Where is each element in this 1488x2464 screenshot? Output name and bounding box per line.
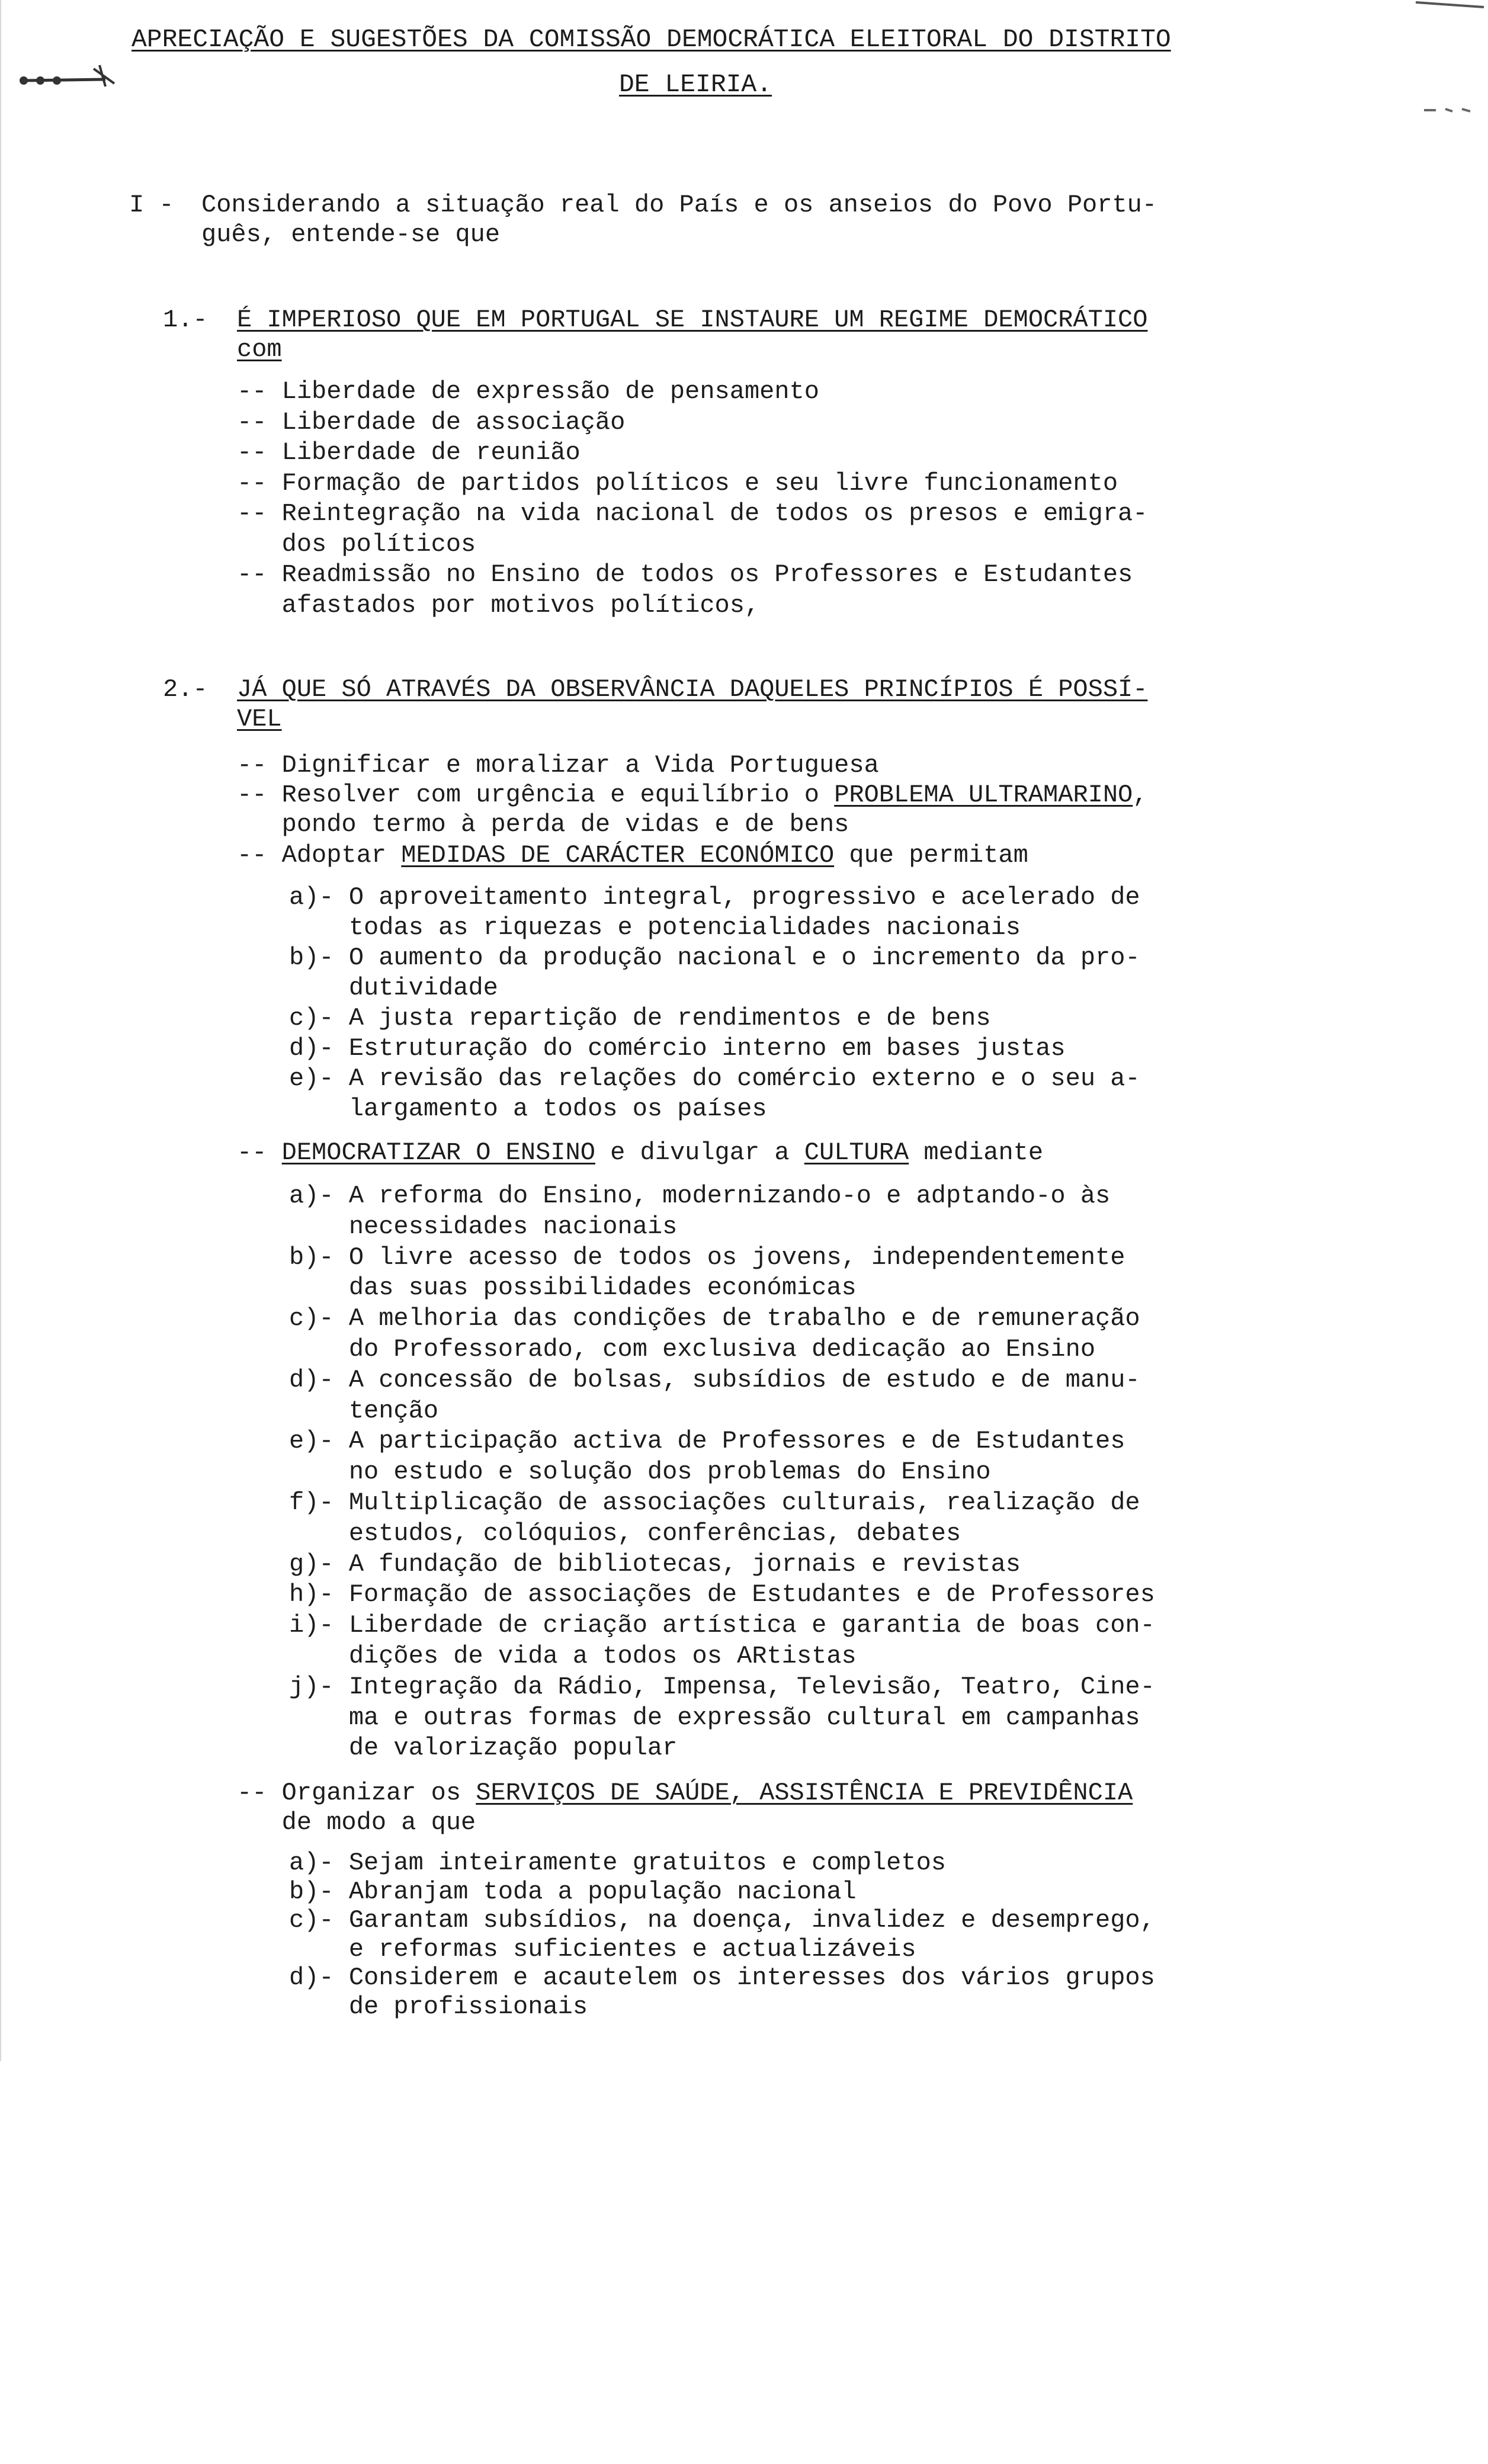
list-line: ma e outras formas de expressão cultural em campanhas (289, 1703, 1140, 1732)
list-line: b)- O livre acesso de todos os jovens, independentemente (289, 1243, 1125, 1272)
saude-line (237, 1779, 1133, 1807)
resolver-post: , (1133, 781, 1148, 809)
list-line: e reformas suficientes e actualizáveis (289, 1934, 916, 1964)
list-line: das suas possibilidades económicas (289, 1273, 857, 1302)
item1-heading-line2: com (237, 335, 282, 364)
list-line: todas as riquezas e potencialidades nacionais (289, 913, 1021, 942)
list-line: -- Liberdade de reunião (237, 438, 581, 467)
list-line: largamento a todos os países (289, 1095, 767, 1123)
list-line: -- Liberdade de expressão de pensamento (237, 377, 819, 406)
item2-number: 2.- (163, 675, 208, 704)
ensino-mid: e divulgar a (595, 1138, 804, 1167)
ensino-pre: -- (237, 1138, 282, 1167)
saude-line2: de modo a que (237, 1808, 476, 1837)
list-line: e)- A revisão das relações do comércio externo e o seu a- (289, 1064, 1140, 1093)
list-line: a)- O aproveitamento integral, progressivo e acelerado de (289, 883, 1140, 912)
list-line: i)- Liberdade de criação artística e garantia de boas con- (289, 1611, 1155, 1640)
list-line: c)- Garantam subsídios, na doença, invalidez e desemprego, (289, 1906, 1155, 1934)
adoptar-underlined: MEDIDAS DE CARÁCTER ECONÓMICO (401, 841, 835, 870)
section-i-numeral: I - (129, 191, 174, 219)
list-line: de valorização popular (289, 1734, 678, 1763)
item1-number: 1.- (163, 306, 208, 334)
resolver-pre: -- Resolver com urgência e equilíbrio o (237, 781, 835, 809)
list-line: b)- Abranjam toda a população nacional (289, 1877, 857, 1906)
resolver-line (237, 781, 1147, 809)
list-line: dições de vida a todos os ARtistas (289, 1642, 857, 1670)
list-line: -- Formação de partidos políticos e seu livre funcionamento (237, 469, 1118, 498)
adoptar-line (237, 841, 1028, 870)
top-right-dots-icon (1422, 101, 1481, 118)
list-line: d)- Considerem e acautelem os interesses dos vários grupos (289, 1964, 1155, 1992)
section-i-text-line1: Considerando a situação real do País e os anseios do Povo Portu- (201, 191, 1157, 219)
item1-heading-line1: É IMPERIOSO QUE EM PORTUGAL SE INSTAURE UM REGIME DEMOCRÁTICO (237, 306, 1148, 334)
resolver-line2: pondo termo à perda de vidas e de bens (237, 810, 849, 839)
list-line: afastados por motivos políticos, (237, 591, 760, 620)
list-line: c)- A justa repartição de rendimentos e de bens (289, 1004, 991, 1032)
resolver-underlined: PROBLEMA ULTRAMARINO (834, 781, 1133, 809)
list-line: -- Readmissão no Ensino de todos os Professores e Estudantes (237, 560, 1133, 589)
list-line: do Professorado, com exclusiva dedicação ao Ensino (289, 1335, 1096, 1363)
list-line: tenção (289, 1396, 439, 1425)
list-line: d)- Estruturação do comércio interno em bases justas (289, 1034, 1066, 1063)
saude-pre: -- Organizar os (237, 1779, 476, 1807)
adoptar-pre: -- Adoptar (237, 841, 402, 870)
list-line: no estudo e solução dos problemas do Ensino (289, 1458, 991, 1487)
document-title-line2 (619, 70, 772, 99)
list-line: d)- A concessão de bolsas, subsídios de estudo e de manu- (289, 1365, 1140, 1394)
dignificar-line: -- Dignificar e moralizar a Vida Portuguesa (237, 751, 879, 779)
cultura-underlined: CULTURA (804, 1138, 909, 1167)
list-line: f)- Multiplicação de associações culturais, realização de (289, 1488, 1140, 1517)
list-line: necessidades nacionais (289, 1212, 678, 1241)
ensino-post: mediante (909, 1138, 1044, 1167)
list-line: a)- Sejam inteiramente gratuitos e completos (289, 1849, 946, 1877)
ensino-line (237, 1138, 1043, 1167)
list-line: de profissionais (289, 1992, 588, 2021)
title-line2-text: DE LEIRIA. (619, 70, 772, 99)
list-line: dos políticos (237, 530, 476, 559)
section-i-text-line2: guês, entende-se que (201, 220, 501, 249)
list-line: -- Reintegração na vida nacional de todos os presos e emigra- (237, 499, 1148, 528)
page-edge-rule (0, 0, 1, 2061)
document-title-line1: APRECIAÇÃO E SUGESTÕES DA COMISSÃO DEMOCRÁTICA ELEITORAL DO DISTRITO (132, 25, 1171, 54)
list-line: h)- Formação de associações de Estudantes e de Professores (289, 1580, 1155, 1609)
corner-mark-icon (17, 57, 123, 92)
item2-heading-line1: JÁ QUE SÓ ATRAVÉS DA OBSERVÂNCIA DAQUELES PRINCÍPIOS É POSSÍ- (237, 675, 1148, 704)
list-line: estudos, colóquios, conferências, debates (289, 1519, 961, 1548)
list-line: g)- A fundação de bibliotecas, jornais e revistas (289, 1549, 1021, 1578)
adoptar-post: que permitam (834, 841, 1028, 870)
list-line: a)- A reforma do Ensino, modernizando-o e adptando-o às (289, 1182, 1111, 1210)
item2-heading-line2: VEL (237, 705, 282, 733)
ensino-underlined: DEMOCRATIZAR O ENSINO (281, 1138, 595, 1167)
list-line: j)- Integração da Rádio, Impensa, Televisão, Teatro, Cine- (289, 1672, 1155, 1701)
list-line: b)- O aumento da produção nacional e o incremento da pro- (289, 944, 1140, 972)
list-line: dutividade (289, 974, 498, 1002)
list-line: e)- A participação activa de Professores e de Estudantes (289, 1427, 1125, 1456)
list-line: -- Liberdade de associação (237, 408, 626, 437)
saude-underlined: SERVIÇOS DE SAÚDE, ASSISTÊNCIA E PREVIDÊNCIA (476, 1779, 1133, 1807)
list-line: c)- A melhoria das condições de trabalho e de remuneração (289, 1304, 1140, 1333)
top-right-stroke-icon (1410, 0, 1487, 12)
